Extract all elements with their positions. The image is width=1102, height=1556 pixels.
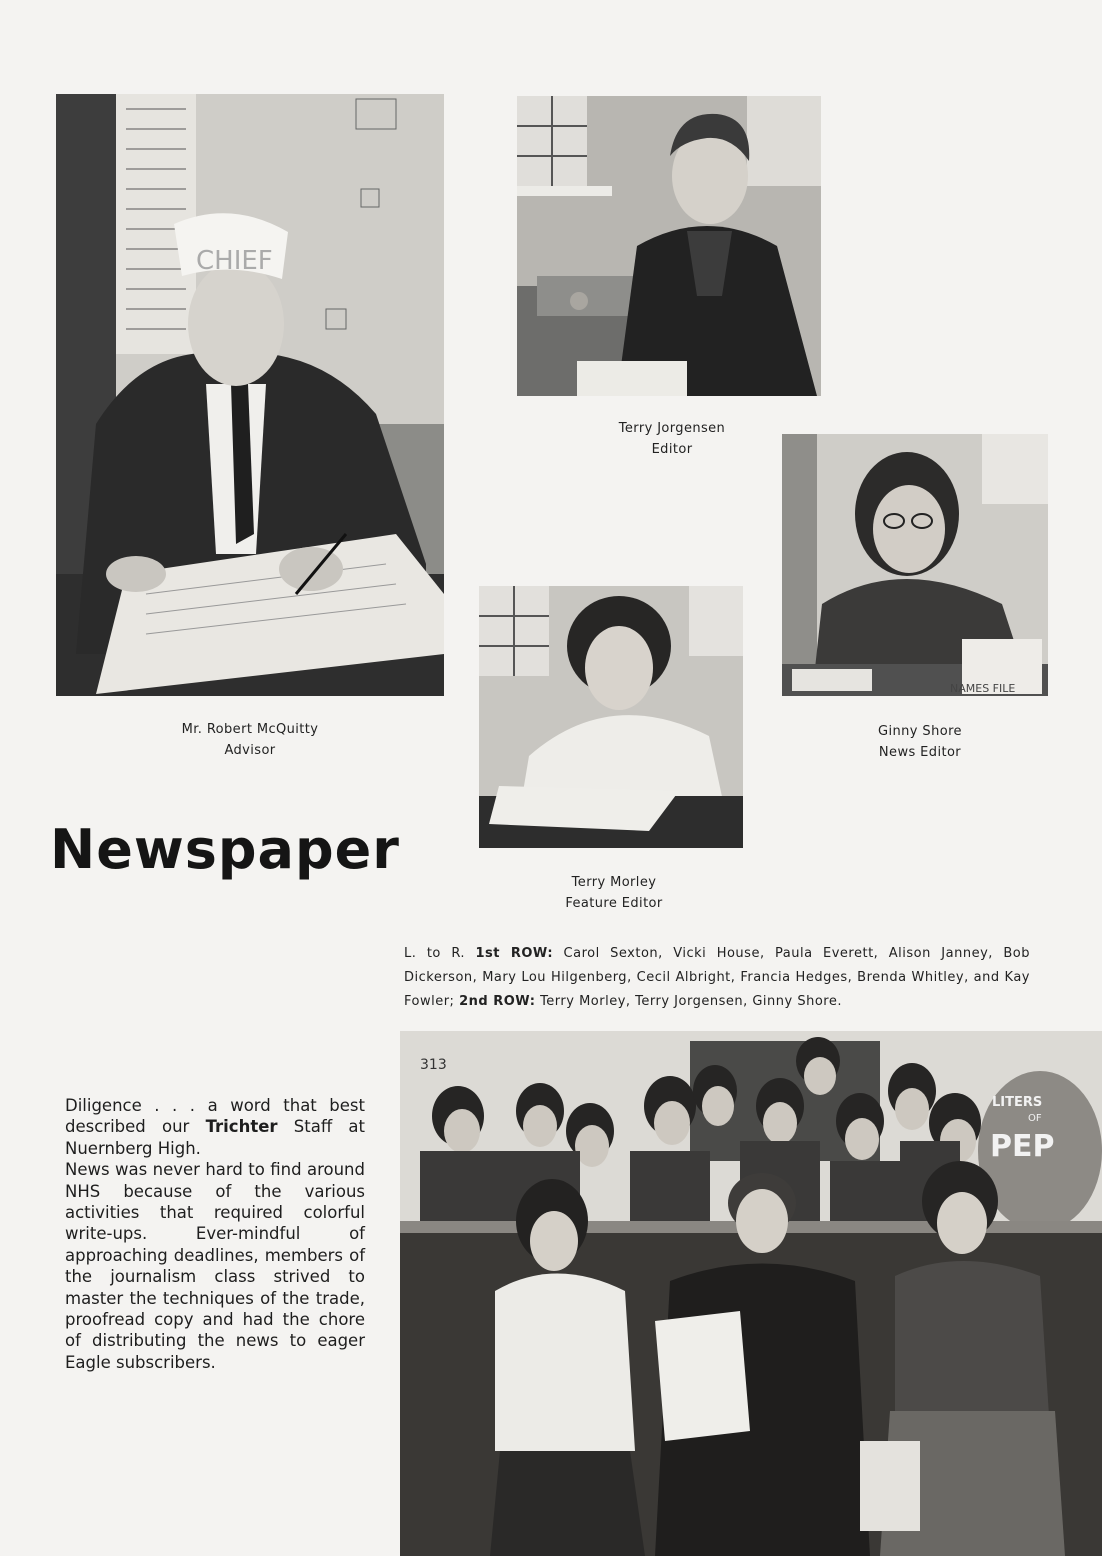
jug-text-2: OF	[1028, 1113, 1042, 1124]
portrait-name: Mr. Robert McQuitty	[181, 722, 319, 737]
portrait-role: Feature Editor	[565, 896, 663, 911]
advisor-photo	[56, 94, 444, 696]
portrait-name: Terry Morley	[571, 875, 657, 890]
jug-text-3: PEP	[990, 1129, 1055, 1164]
paragraph-2: News was never hard to find around NHS because of the various activities that required colorful write-ups. Ever-mindful of approaching deadlines, members of the journalism class strived to master the techniques of the trade, proofread copy and had the chore of distributing the news to eager Eagle subscribers.	[65, 1160, 365, 1372]
group-photo-caption	[404, 942, 1030, 1014]
caption-prefix: L. to R.	[404, 946, 466, 961]
hat-text: CHIEF	[196, 246, 273, 276]
portrait-role: News Editor	[878, 745, 962, 760]
paper-name: Trichter	[205, 1117, 278, 1137]
jug-text-1: LITERS	[992, 1095, 1043, 1110]
row1-label: 1st ROW:	[475, 946, 554, 961]
row2-names: Terry Morley, Terry Jorgensen, Ginny Shore.	[540, 994, 842, 1009]
portrait-role: Editor	[651, 442, 693, 457]
paragraph-1-start: Diligence . . . a word that best described our	[65, 1096, 365, 1137]
portrait-role: Advisor	[224, 743, 276, 758]
paragraph-1	[65, 1095, 365, 1159]
news-editor-caption	[820, 721, 1020, 763]
feature-editor-photo	[479, 586, 743, 848]
file-label: NAMES FILE	[950, 682, 1016, 695]
news-editor-photo	[782, 434, 1048, 696]
editor-photo	[517, 96, 821, 396]
portrait-name: Terry Jorgensen	[618, 421, 726, 436]
room-number: 313	[420, 1057, 447, 1073]
row2-label: 2nd ROW:	[459, 994, 536, 1009]
editor-caption	[572, 418, 772, 460]
advisor-caption	[150, 719, 350, 761]
row1-names: Carol Sexton, Vicki House, Paula Everett, Alison Janney, Bob Dickerson, Mary Lou Hilgenberg, Cecil Albright, Francia Hedges, Brenda Whitley, and Kay Fowler;	[404, 946, 1030, 1009]
article-body	[65, 1095, 365, 1373]
paragraph-1-end: Staff at Nuernberg High.	[65, 1117, 366, 1158]
feature-editor-caption	[514, 872, 714, 914]
portrait-name: Ginny Shore	[878, 724, 962, 739]
page-title: Newspaper	[50, 818, 400, 881]
group-photo	[400, 1031, 1102, 1556]
